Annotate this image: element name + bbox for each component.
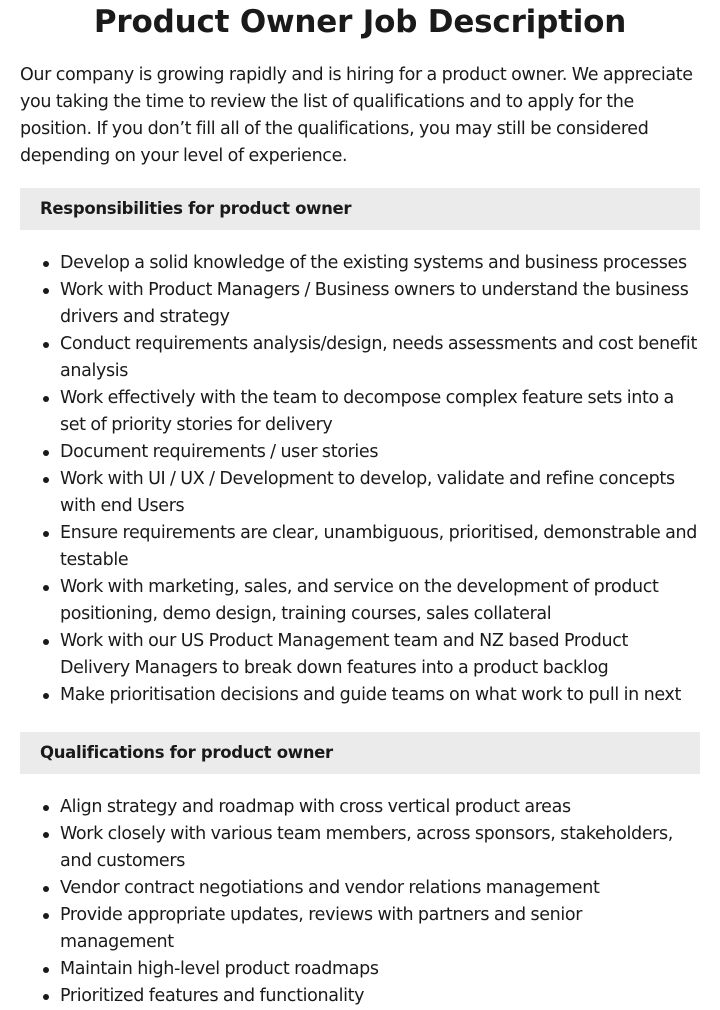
list-item: Work with Product Managers / Business owners to understand the business drivers and strategy	[60, 277, 700, 331]
qualifications-list	[20, 794, 700, 1010]
intro-paragraph: Our company is growing rapidly and is hiring for a product owner. We appreciate you taking the time to review the list of qualifications and to apply for the position. If you don’t fill all of the qualifications, you may still be considered depending on your level of experience.	[20, 65, 693, 166]
list-item: Work with our US Product Management team and NZ based Product Delivery Managers to break down features into a product backlog	[60, 628, 700, 682]
list-item: Conduct requirements analysis/design, needs assessments and cost benefit analysis	[60, 331, 700, 385]
list-item: Work with marketing, sales, and service on the development of product positioning, demo design, training courses, sales collateral	[60, 574, 700, 628]
list-item: Work with UI / UX / Development to develop, validate and refine concepts with end Users	[60, 466, 700, 520]
list-item: Develop a solid knowledge of the existing systems and business processes	[60, 250, 700, 277]
qualifications-heading: Qualifications for product owner	[20, 732, 700, 774]
list-item: Work effectively with the team to decompose complex feature sets into a set of priority stories for delivery	[60, 385, 700, 439]
responsibilities-heading: Responsibilities for product owner	[20, 188, 700, 230]
list-item: Provide appropriate updates, reviews with partners and senior management	[60, 902, 700, 956]
responsibilities-list	[20, 250, 700, 709]
list-item: Document requirements / user stories	[60, 439, 700, 466]
list-item: Maintain high-level product roadmaps	[60, 956, 700, 983]
list-item: Ensure requirements are clear, unambiguous, prioritised, demonstrable and testable	[60, 520, 700, 574]
list-item: Align strategy and roadmap with cross vertical product areas	[60, 794, 700, 821]
list-item: Work closely with various team members, across sponsors, stakeholders, and customers	[60, 821, 700, 875]
list-item: Prioritized features and functionality	[60, 983, 700, 1010]
list-item: Make prioritisation decisions and guide teams on what work to pull in next	[60, 682, 700, 709]
page-title: Product Owner Job Description	[93, 4, 627, 40]
list-item: Vendor contract negotiations and vendor relations management	[60, 875, 700, 902]
